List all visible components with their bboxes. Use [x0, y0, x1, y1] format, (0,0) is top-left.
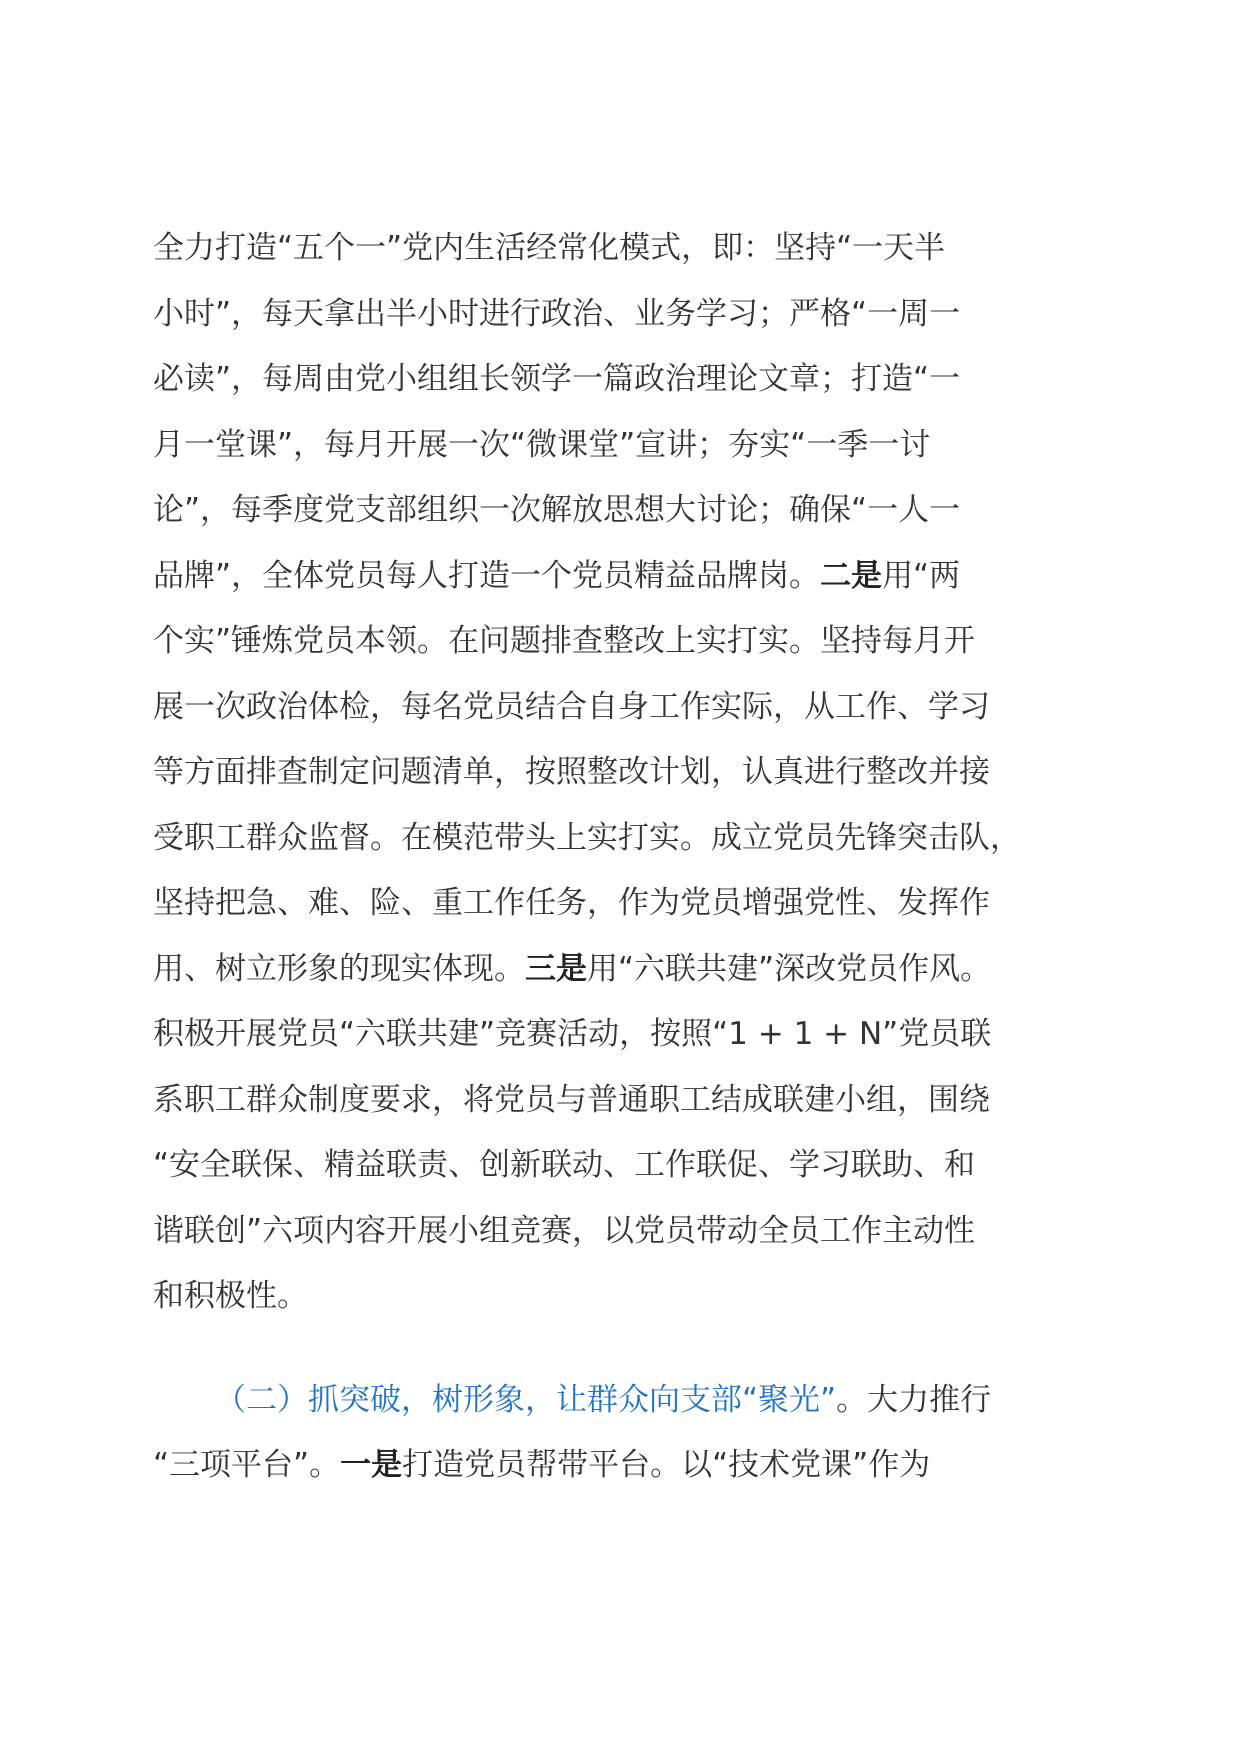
text-line: 系职工群众制度要求，将党员与普通职工结成联建小组，围绕	[153, 1081, 990, 1118]
document-body	[153, 216, 1093, 1499]
bold-marker: 一是	[340, 1447, 403, 1483]
text-line: 谐联创”六项内容开展小组竞赛，以党员带动全员工作主动性	[153, 1212, 976, 1249]
text-line: 论”，每季度党支部组织一次解放思想大讨论；确保“一人一	[153, 492, 961, 528]
text-run: 。大力推行	[836, 1381, 992, 1418]
text-run: 品牌”，全体党员每人打造一个党员精益品牌岗。	[153, 557, 821, 594]
text-line	[153, 1433, 1093, 1499]
text-line: 等方面排查制定问题清单，按照整改计划，认真进行整改并接	[153, 754, 990, 790]
text-run: 打造党员帮带平台。以“技术党课”作为	[402, 1447, 931, 1483]
text-run: “三项平台”。	[153, 1447, 341, 1483]
text-run: 用、树立形象的现实体现。	[153, 950, 525, 987]
text-line	[153, 937, 1093, 1003]
text-line	[153, 544, 1093, 610]
bold-marker: 二是	[820, 557, 883, 594]
text-line	[153, 1368, 1093, 1434]
text-line: 全力打造“五个一”党内生活经常化模式，即：坚持“一天半	[153, 230, 946, 266]
paragraph-2	[153, 1368, 1093, 1499]
section-heading: （二）抓突破，树形象，让群众向支部“聚光”	[215, 1381, 837, 1418]
text-line: 受职工群众监督。在模范带头上实打实。成立党员先锋突击队，	[153, 819, 1021, 856]
text-line: 月一堂课”，每月开展一次“微课堂”宣讲；夯实“一季一讨	[153, 426, 931, 463]
text-line: 展一次政治体检，每名党员结合自身工作实际，从工作、学习	[153, 688, 990, 725]
paragraph-1	[153, 216, 1093, 1330]
text-line: 和积极性。	[153, 1278, 308, 1314]
text-line: 必读”，每周由党小组组长领学一篇政治理论文章；打造“一	[153, 361, 961, 397]
text-run: 用“两	[882, 557, 961, 594]
paragraph-spacing	[153, 1330, 1093, 1368]
text-run: 用“六联共建”深改党员作风。	[587, 950, 992, 987]
text-line: “安全联保、精益联责、创新联动、工作联促、学习联助、和	[153, 1147, 976, 1183]
bold-marker: 三是	[525, 950, 587, 987]
text-line: 积极开展党员“六联共建”竞赛活动，按照“1 + 1 + N”党员联	[153, 1016, 992, 1052]
text-line: 坚持把急、难、险、重工作任务，作为党员增强党性、发挥作	[153, 885, 990, 921]
text-line: 个实”锤炼党员本领。在问题排查整改上实打实。坚持每月开	[153, 623, 976, 659]
text-line: 小时”，每天拿出半小时进行政治、业务学习；严格“一周一	[153, 295, 961, 332]
